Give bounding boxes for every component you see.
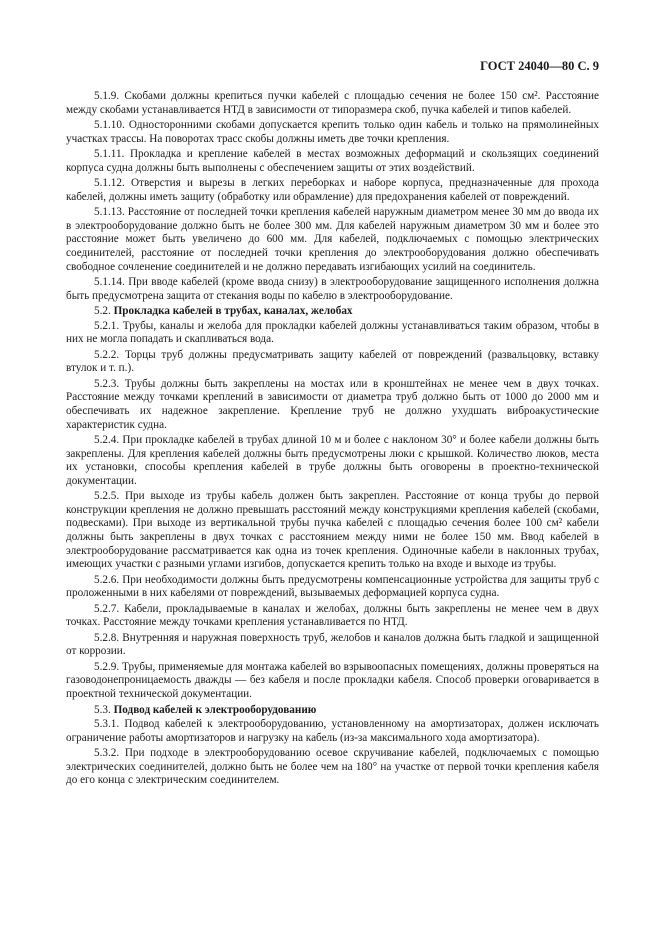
section-number: 5.2.	[94, 305, 111, 318]
paragraph-5-2-1: 5.2.1. Трубы, каналы и желоба для прокладки кабелей должны устанавливаться таким образом, чтобы в них не могла попадать и скапливаться вода.	[66, 319, 599, 346]
section-number: 5.3.	[94, 703, 111, 716]
section-title: Подвод кабелей к электрооборудованию	[113, 703, 317, 716]
paragraph-5-1-12: 5.1.12. Отверстия и вырезы в легких переборках и наборе корпуса, предназначенные для прохода кабелей, должны иметь защиту (обработку или обрамление) для предохранения кабелей от повреждений.	[66, 177, 599, 203]
section-heading-5-3	[66, 704, 599, 718]
paragraph-5-2-6: 5.2.6. При необходимости должны быть предусмотрены компенсационные устройства для защиты труб с проложенными в них кабелями от повреждений, вызываемых деформацией корпуса судна.	[66, 573, 599, 600]
paragraph-5-3-1: 5.3.1. Подвод кабелей к электрооборудованию, установленному на амортизаторах, должен исключать ограничение работы амортизаторов и нагрузку на кабель (из-за максимального хода амортизатора).	[66, 718, 599, 744]
paragraph-5-2-4: 5.2.4. При прокладке кабелей в трубах длиной 10 м и более с наклоном 30° и более кабели должны быть закреплены. Для крепления кабелей должны быть предусмотрены люки с крышкой. Количество люков, места их установки, способы крепления кабелей в трубе должны быть оговорены в проектно-технической документации.	[66, 434, 599, 487]
section-title: Прокладка кабелей в трубах, каналах, желобах	[113, 305, 353, 318]
paragraph-5-1-14: 5.1.14. При вводе кабелей (кроме ввода снизу) в электрооборудование защищенного исполнения должна быть предусмотрена защита от стекания воды по кабелю в электрооборудование.	[66, 276, 599, 302]
section-heading-5-2	[66, 305, 599, 319]
paragraph-5-2-8: 5.2.8. Внутренняя и наружная поверхность труб, желобов и каналов должна быть гладкой и защищенной от коррозии.	[66, 631, 599, 658]
paragraph-5-2-3: 5.2.3. Трубы должны быть закреплены на мостах или в кронштейнах не менее чем в двух точках. Расстояние между точками креплений в зависимости от диаметра труб должно быть от 1000 до 2000 мм и обеспечивать их надежное закрепление. Крепление труб не должно ухудшать виброакустические характеристик судна.	[66, 377, 599, 431]
paragraph-5-1-10: 5.1.10. Односторонними скобами допускается крепить только один кабель и только на прямолинейных участках трассы. На поворотах трасс скобы должны иметь две точки крепления.	[66, 119, 599, 145]
paragraph-5-1-13: 5.1.13. Расстояние от последней точки крепления кабелей наружным диаметром менее 30 мм до ввода их в электрооборудование должно быть не более 300 мм. Для кабелей наружным диаметром 30 мм и более это расстояние может быть увеличено до 600 мм. Для кабелей, подключаемых с помощью электрических соединителей, расстояние от последней точки крепления до электрооборудования должно обеспечивать свободное сочленение соединителей и не должно передавать изгибающих усилий на соединитель.	[66, 206, 599, 273]
paragraph-5-1-11: 5.1.11. Прокладка и крепление кабелей в местах возможных деформаций и скользящих соединений корпуса судна должны быть выполнены с обеспечением защиты от этих воздействий.	[66, 148, 599, 174]
paragraph-5-1-9: 5.1.9. Скобами должны крепиться пучки кабелей с площадью сечения не более 150 см². Расстояние между скобами устанавливается НТД в зависимости от типоразмера скоб, пучка кабелей и типов кабелей.	[66, 90, 599, 116]
document-page	[66, 58, 599, 790]
paragraph-5-3-2: 5.3.2. При подходе в электрооборудованию осевое скручивание кабелей, подключаемых с помощью электрических соединителей, должно быть не более чем на 180° на участке от первой точки крепления кабеля до его конца с электрическим соединителем.	[66, 747, 599, 787]
page-header-code: ГОСТ 24040—80 С. 9	[480, 59, 599, 73]
paragraph-5-2-2: 5.2.2. Торцы труб должны предусматривать защиту кабелей от повреждений (развальцовку, вставку втулок и т. п.).	[66, 348, 599, 375]
paragraph-5-2-5: 5.2.5. При выходе из трубы кабель должен быть закреплен. Расстояние от конца трубы до первой конструкции крепления не должно превышать расстояний между конструкциями крепления кабелей (скобами, подвесками). При выходе из вертикальной трубы пучка кабелей с площадью сечения более 100 см² кабели должны быть закреплены в двух точках с расстоянием между ними не более 150 мм. Ввод кабелей в электрооборудование рассматривается как одна из точек крепления. Одиночные кабели в наклонных трубах, имеющих участки с разными углами изгибов, допускается крепить только на входе и выходе из трубы.	[66, 490, 599, 571]
paragraph-5-2-7: 5.2.7. Кабели, прокладываемые в каналах и желобах, должны быть закреплены не менее чем в двух точках. Расстояние между точками крепления устанавливается по НТД.	[66, 602, 599, 629]
paragraph-5-2-9: 5.2.9. Трубы, применяемые для монтажа кабелей во взрывоопасных помещениях, должны проверяться на газоводонепроницаемость дважды — без кабеля и после прокладки кабеля. Способ проверки оговаривается в проектной технической документации.	[66, 660, 599, 700]
